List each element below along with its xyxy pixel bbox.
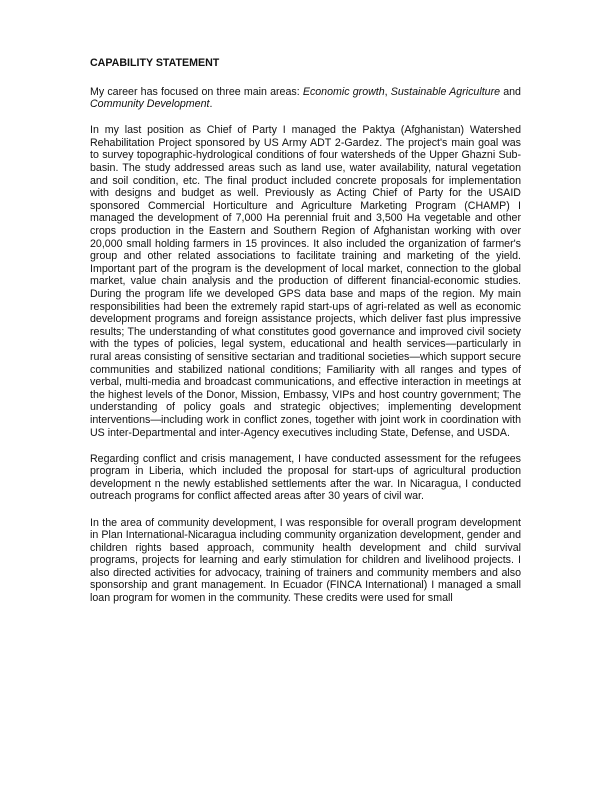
intro-paragraph (90, 86, 521, 111)
intro-separator: and (500, 85, 521, 98)
intro-lead: My career has focused on three main areas: (90, 85, 303, 98)
intro-end: . (209, 98, 213, 111)
document-title: CAPABILITY STATEMENT (90, 57, 220, 69)
focus-area-economic-growth: Economic growth (302, 85, 385, 98)
chief-of-party-paragraph: In my last position as Chief of Party I managed the Paktya (Afghanistan) Watershed Rehabilitation Project sponsored by US Army ADT 2-Gardez. The project's main goal was to survey topographic-hydrological conditions of four watersheds of the Upper Ghazni Sub-basin. The study addressed areas such as land use, water availability, natural vegetation and soil condition, etc. The final product included concrete proposals for implementation with designs and budget as well. Previously as Acting Chief of Party for the USAID sponsored Commercial Horticulture and Agriculture Marketing Program (CHAMP) I managed the development of 7,000 Ha perennial fruit and 3,500 Ha vegetable and other crops production in the Eastern and Southern Region of Afghanistan working with over 20,000 small holding farmers in 15 provinces. It also included the organization of farmer's group and other related associations to facilitate training and marketing of the yield. Important part of the program is the development of local market, connection to the global market, value chain analysis and the production of different financial-economic studies. During the program life we developed GPS data base and maps of the region. My main responsibilities had been the extremely rapid start-ups of agri-related as well as economic development programs and foreign assistance projects, which deliver fast plus impressive results; The understanding of what constitutes good governance and improved civil society with the types of policies, legal system, educational and health services—particularly in rural areas consisting of sensitive sectarian and traditional societies—which support secure communities and stabilized national conditions; Familiarity with all ranges and types of verbal, multi-media and broadcast communications, and effective interaction in meetings at the highest levels of the Donor, Mission, Embassy, VIPs and host country government; The understanding of policy goals and strategic objectives; implementing development interventions—including work in conflict zones, together with joint work in coordination with US inter-Departmental and inter-Agency executives including State, Defense, and USDA. (90, 124, 521, 439)
conflict-management-paragraph: Regarding conflict and crisis management, I have conducted assessment for the refugees program in Liberia, which included the proposal for start-ups of agricultural production development n the newly established settlements after the war. In Nicaragua, I conducted outreach programs for conflict affected areas after 30 years of civil war. (90, 452, 521, 503)
focus-area-community-development: Community Development (90, 98, 210, 111)
intro-separator: , (384, 85, 391, 98)
document-page (90, 57, 521, 605)
focus-area-sustainable-agriculture: Sustainable Agriculture (390, 85, 501, 98)
community-development-paragraph: In the area of community development, I was responsible for overall program development in Plan International-Nicaragua including community organization development, gender and children rights based approach, community health development and child survival programs, projects for learning and early stimulation for children and livelihood projects. I also directed activities for advocacy, training of trainers and community members and also sponsorship and grant management. In Ecuador (FINCA International) I managed a small loan program for women in the community. These credits were used for small (90, 516, 521, 605)
